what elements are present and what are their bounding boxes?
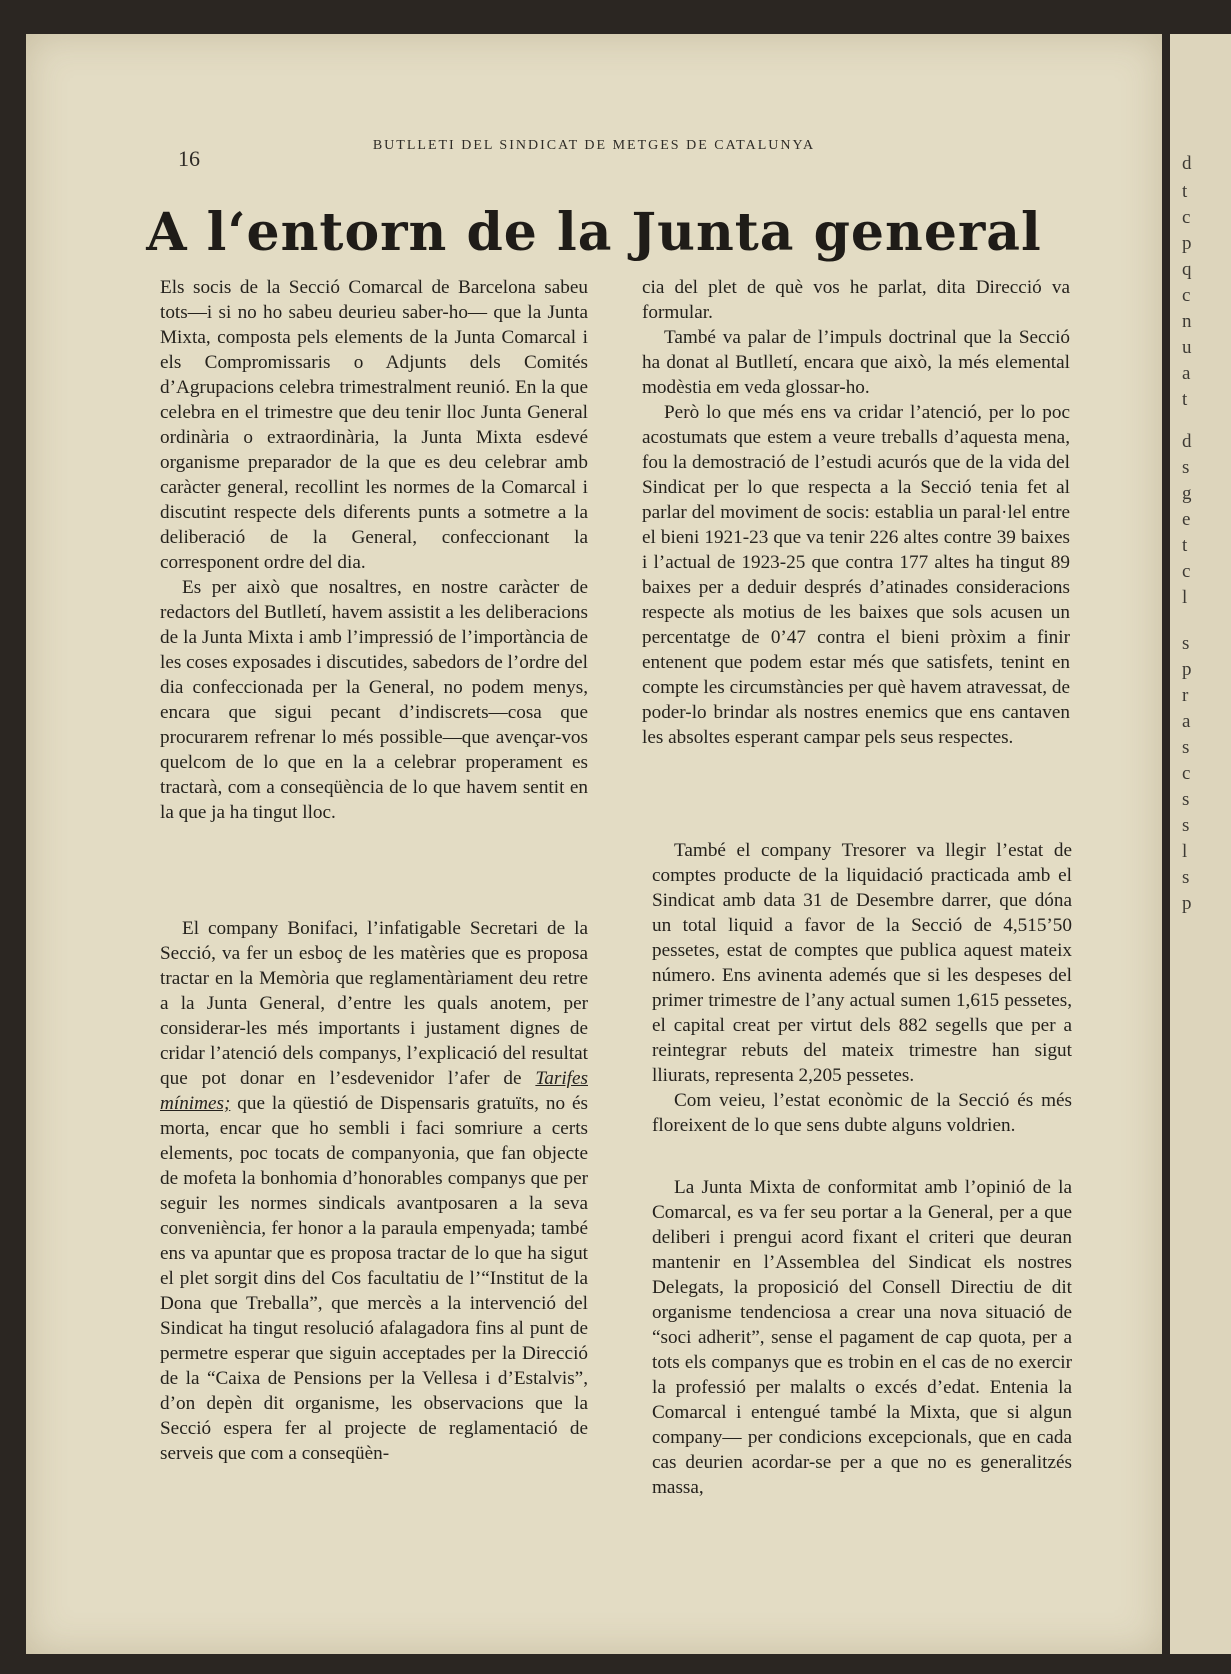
edge-letter: t [1182,389,1188,410]
edge-letter: s [1182,867,1190,888]
left-column-bottom [160,916,588,1466]
edge-letter: g [1182,483,1192,504]
edge-letter: t [1182,535,1188,556]
page-number: 16 [178,146,200,171]
paragraph-text: que la qüestió de Dispensaris gratuïts, no és morta, encar que ho sembli i faci somriure a certs elements, poc tocats de companyonia, que fan objecte de mofeta la bonhomia d’honorables companys que per seguir les normes sindicals avantposaren a la seva conveniència, fer honor a la paraula empenyada; també ens va apuntar que es proposa tractar de lo que ha sigut el plet sorgit dins del Cos facultatiu de l’“Institut de la Dona que Treballa”, que mercès a la intervenció del Sindicat ha tingut resolució afalagadora fins al punt de permetre esperar que siguin acceptades per la Direcció de la “Caixa de Pensions per la Vellesa i d’Estalvis”, d’on depèn dit organisme, les observacions que la Secció espera fer al projecte de reglamentació de serveis que com a conseqüèn- [160,1093,588,1464]
edge-letter: n [1182,311,1192,332]
edge-letter: l [1182,841,1188,862]
edge-letter: c [1182,207,1191,228]
italic-term: Tarifes mínimes; [160,1068,588,1114]
edge-letter: p [1182,233,1192,254]
left-column-top [160,275,588,825]
article-title: A l‘entorn de la Junta general [146,202,1042,263]
paragraph [160,916,588,1466]
edge-letter: l [1182,587,1188,608]
edge-letter: p [1182,659,1192,680]
edge-letter: a [1182,363,1191,384]
right-column-top [642,275,1070,750]
paragraph: Però lo que més ens va cridar l’atenció, per lo poc acostumats que estem a veure treballs d’aquesta mena, fou la demostració de l’estudi acurós que de la vida del Sindicat per lo que respecta a la Secció tenia fet al parlar del moviment de socis: establia un paral·lel entre el bieni 1921-23 que va tenir 226 altes contre 39 baixes i l’actual de 1923-25 que contra 177 altes ha tingut 89 baixes per a deduir després d’atinades consideracions respecte als motius de les baixes que sols acusen un percentatge de 0’47 contra el bieni pròxim a finir entenent que podem estar més que satisfets, tenint en compte les circumstàncies per què havem atravessat, de poder-lo brindar als nostres enemics que ens cantaven les absoltes esperant campar pels seus respectes. [642,402,1070,748]
paragraph: Els socis de la Secció Comarcal de Barcelona sabeu tots—i si no ho sabeu deurieu saber-ho— que la Junta Mixta, composta pels elements de la Junta Comarcal i els Compromissaris o Adjunts dels Comités d’Agrupacions celebra trimestralment reunió. En la que celebra en el trimestre que deu tenir lloc Junta General ordinària o extraordinària, la Junta Mixta esdevé organisme preparador de la que es deu celebrar amb caràcter general, recollint les normes de la Comarcal i discutint respecte dels diferents punts a sotmetre a la deliberació de la General, confeccionant la corresponent ordre del dia. [160,277,588,573]
edge-letter: s [1182,815,1190,836]
edge-letter: e [1182,509,1191,530]
edge-letter: d [1182,431,1192,452]
paragraph: cia del plet de què vos he parlat, dita Direcció va formular. [642,277,1070,323]
right-column-bottom [652,1175,1072,1500]
paragraph: També va palar de l’impuls doctrinal que la Secció ha donat al Butlletí, encara que això, la més elemental modèstia em veda glossar-ho. [642,327,1070,398]
edge-letter: p [1182,893,1192,914]
edge-letter: c [1182,763,1191,784]
edge-letter: s [1182,737,1190,758]
edge-letter: s [1182,457,1190,478]
adjacent-page-edge [1170,34,1231,1654]
edge-letter: a [1182,711,1191,732]
running-header: BUTLLETI DEL SINDICAT DE METGES DE CATALUNYA [372,138,816,153]
edge-letter: c [1182,285,1191,306]
edge-letter: c [1182,561,1191,582]
edge-letter: q [1182,259,1192,280]
edge-letter: t [1182,181,1188,202]
edge-letter: d [1182,153,1192,174]
right-column-middle [652,838,1072,1138]
paragraph: Es per això que nosaltres, en nostre caràcter de redactors del Butlletí, havem assistit a les deliberacions de la Junta Mixta i amb l’impressió de l’importància de les coses exposades i discutides, sabedors de l’ordre del dia confeccionada per la General, no podem menys, encara que sigui pecant d’indiscrets—cosa que procurarem refrenar lo més possible—que avençar-vos quelcom de lo que en la a celebrar properament es tractarà, com a conseqüència de lo que havem sentit en la que ja ha tingut lloc. [160,577,588,823]
edge-letter: s [1182,633,1190,654]
edge-letter: r [1182,685,1189,706]
paragraph-text: El company Bonifaci, l’infatigable Secretari de la Secció, va fer un esboç de les matèries que es proposa tractar en la Memòria que reglamentàriament deu retre a la Junta General, d’entre les quals anotem, per considerar-les més importants i justament dignes de cridar l’atenció dels companys, l’explicació del resultat que pot donar en l’esdevenidor l’afer de [160,918,588,1089]
edge-letter: s [1182,789,1190,810]
paragraph: La Junta Mixta de conformitat amb l’opinió de la Comarcal, es va fer seu portar a la General, per a que deliberi i prengui acord fixant el criteri que deuran mantenir en l’Assemblea del Sindicat els nostres Delegats, la proposició del Consell Directiu de dit organisme tendenciosa a crear una nova situació de “soci adherit”, sense el pagament de cap quota, per a tots els companys que es trobin en el cas de no exercir la professió per malalts o excés d’edat. Entenia la Comarcal i entengué també la Mixta, que si algun company— per condicions excepcionals, que en cada cas deurien acordar-se per a que no es generalitzés massa, [652,1177,1072,1498]
paragraph: També el company Tresorer va llegir l’estat de comptes producte de la liquidació practicada amb el Sindicat amb data 31 de Desembre darrer, que dóna un total liquid a favor de la Secció de 4,515’50 pessetes, estat de comptes que publica aquest mateix número. Ens avinenta ademés que si les despeses del primer trimestre de l’any actual sumen 1,615 pessetes, el capital creat per virtut dels 882 segells que per a reintegrar rebuts del mateix trimestre han sigut lliurats, representa 2,205 pessetes. [652,840,1072,1086]
edge-letter: u [1182,337,1192,358]
paragraph: Com veieu, l’estat econòmic de la Secció és més floreixent de lo que sens dubte alguns voldrien. [652,1090,1072,1136]
